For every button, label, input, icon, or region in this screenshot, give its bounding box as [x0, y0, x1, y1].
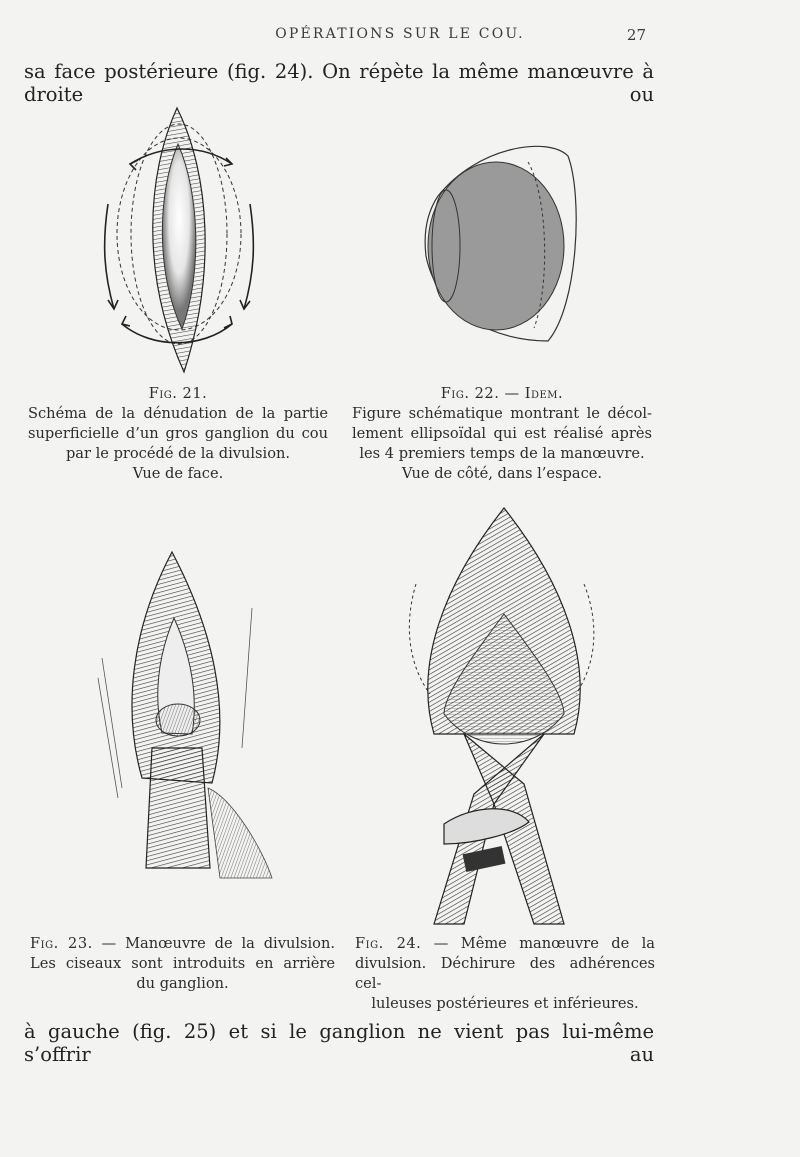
figure-24-caption-line: divulsion. Déchirure des adhérences cel- — [355, 955, 655, 992]
figure-23-illustration — [92, 548, 282, 893]
figure-21-caption-line: Vue de face. — [132, 465, 224, 482]
page-number: 27 — [626, 26, 646, 44]
figure-23-caption-line: — Manœuvre de la divulsion. — [101, 935, 335, 952]
figure-24-illustration — [404, 504, 604, 929]
figure-24-caption-line: — Même manœuvre de la — [433, 935, 655, 952]
figure-24-label: Fig. 24. — [355, 935, 422, 952]
figure-23-caption-line: du ganglion. — [136, 975, 229, 992]
figure-24-caption-line: luleuses postérieures et inférieures. — [371, 995, 639, 1012]
body-text-top: sa face postérieure (fig. 24). On répète la même manœuvre à droite ou — [24, 60, 654, 106]
running-title: OPÉRATIONS SUR LE COU. — [275, 26, 525, 42]
figure-21-illustration — [92, 104, 267, 379]
figure-22-caption-line: Vue de côté, dans l’espace. — [401, 465, 603, 482]
figure-22-caption-line: Figure schématique montrant le décol- — [352, 405, 652, 422]
figure-21-caption — [28, 384, 328, 484]
figure-21-caption-line: par le procédé de la divulsion. — [65, 445, 291, 462]
figure-23-label: Fig. 23. — [30, 935, 93, 952]
figure-24-caption — [355, 934, 655, 1014]
figure-23-caption — [30, 934, 335, 994]
figure-22-caption-line: lement ellipsoïdal qui est réalisé après — [352, 425, 652, 442]
figure-22-caption — [352, 384, 652, 484]
figure-21-caption-line: Schéma de la dénudation de la partie — [28, 405, 328, 422]
figure-22-label: Fig. 22. — Idem. — [440, 385, 564, 402]
figure-21-label: Fig. 21. — [148, 385, 208, 402]
figure-22-illustration — [418, 136, 588, 346]
body-text-bottom: à gauche (fig. 25) et si le ganglion ne vient pas lui-même s’offrir au — [24, 1020, 654, 1066]
figure-22-caption-line: les 4 premiers temps de la manœuvre. — [359, 445, 645, 462]
figure-21-caption-line: superficielle d’un gros ganglion du cou — [28, 425, 328, 442]
figure-23-caption-line: Les ciseaux sont introduits en arrière — [30, 955, 335, 972]
